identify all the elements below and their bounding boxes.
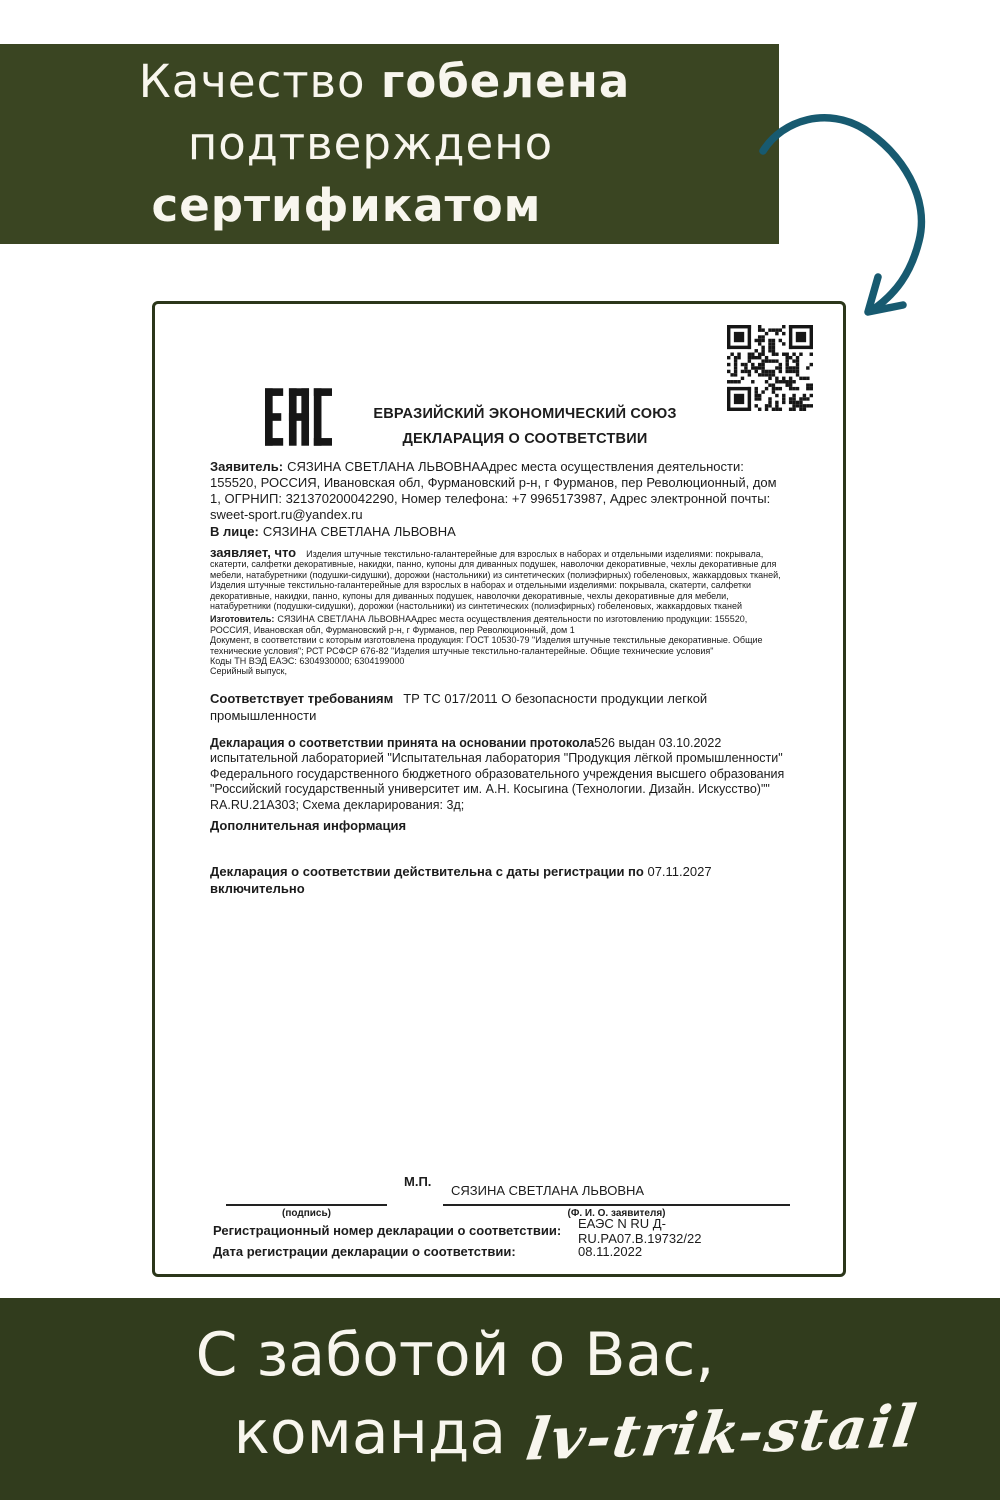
signer-name-line bbox=[443, 1204, 790, 1206]
certificate-header bbox=[155, 406, 843, 447]
fio-caption: (Ф. И. О. заявителя) bbox=[567, 1208, 666, 1219]
qr-code bbox=[727, 325, 813, 411]
protocol-paragraph bbox=[210, 736, 788, 814]
validity-date: 07.11.2027 bbox=[647, 864, 712, 880]
complies-text: ТР ТС 017/2011 О безопасности продукции легкой промышленности bbox=[210, 690, 708, 723]
brand-name: lv-trik-stail bbox=[522, 1392, 923, 1474]
registration-date-value: 08.11.2022 bbox=[578, 1244, 643, 1259]
in-person-text: СЯЗИНА СВЕТЛАНА ЛЬВОВНА bbox=[262, 524, 456, 539]
slogan-line-2: подтверждено bbox=[187, 117, 554, 170]
certificate-card bbox=[152, 301, 846, 1277]
signature-caption: (подпись) bbox=[282, 1208, 331, 1219]
applicant-text: СЯЗИНА СВЕТЛАНА ЛЬВОВНААдрес места осуществления деятельности: 155520, РОССИЯ, Ивановская обл, Фурмановский р-н, г Фурманов, пер Революционный, дом 1, ОГРНИП: 321370200042290, Номер телефона: +7 9965173987, Адрес электронной почты: sweet-sport.ru@yandex.ru bbox=[210, 459, 777, 522]
serial-paragraph: Серийный выпуск, bbox=[210, 666, 287, 677]
footer-line-2 bbox=[150, 1394, 1000, 1472]
union-title: ЕВРАЗИЙСКИЙ ЭКОНОМИЧЕСКИЙ СОЮЗ bbox=[373, 406, 677, 422]
registration-number-value: ЕАЭС N RU Д-RU.РА07.В.19732/22 bbox=[578, 1215, 702, 1246]
slogan-line-3: сертификатом bbox=[151, 179, 542, 232]
footer-line-1: С заботой о Вас, bbox=[195, 1320, 715, 1390]
additional-info-label: Дополнительная информация bbox=[210, 818, 407, 834]
validity-suffix: включительно bbox=[210, 881, 305, 897]
protocol-label: Декларация о соответствии принята на основании протокола bbox=[210, 735, 595, 750]
complies-label: Соответствует требованиям bbox=[210, 690, 394, 706]
signer-name: СЯЗИНА СВЕТЛАНА ЛЬВОВНА bbox=[451, 1183, 645, 1198]
footer-banner bbox=[0, 1298, 1000, 1500]
declares-text: Изделия штучные текстильно-галантерейные для взрослых в наборах и отдельными изделиями: покрывала, скатерти, салфетки декоративные, накидки, панно, купоны для диванных подушек, наволочки декоративные, чехлы декоративные для мебели, натабуретники (подушки-сидушки), дорожки (настольники) из синтетических (полиэфирных) гобеленовых, жаккардовых тканей, Изделия штучные текстильно-галантерейные для взрослых в наборах и отдельными изделиями: покрывала, скатерти, салфетки декоративные, накидки, панно, купоны для диванных подушек, наволочки декоративные, чехлы декоративные для мебели, натабуретники (подушки-сидушки), дорожки (настольники) из синтетических (полиэфирных) гобеленовых, жаккардовых тканей bbox=[210, 549, 781, 612]
in-person-label: В лице: bbox=[210, 524, 259, 539]
registration-number-label: Регистрационный номер декларации о соответствии: bbox=[213, 1223, 562, 1238]
applicant-paragraph bbox=[210, 459, 788, 523]
manufacturer-text: СЯЗИНА СВЕТЛАНА ЛЬВОВНААдрес места осуществления деятельности по изготовлению продукции: 155520, РОССИЯ, Ивановская обл, Фурмановский р-н, г Фурманов, пер Революционный, дом 1 bbox=[210, 614, 748, 635]
curved-arrow-icon bbox=[750, 103, 940, 328]
declares-paragraph bbox=[210, 545, 788, 612]
certificate-body bbox=[155, 459, 843, 897]
signature-line bbox=[226, 1204, 387, 1206]
manufacturer-paragraph bbox=[210, 614, 788, 635]
protocol-text: 526 выдан 03.10.2022 испытательной лабораторией "Испытательная лаборатория "Продукция лёгкой промышленности" Федерального государственного бюджетного образовательного учреждения высшего образования "Российский государственный университет им. А.Н. Косыгина (Технологии. Дизайн. Искусство)"" RA.RU.21A303; Схема декларирования: 3д; bbox=[210, 735, 785, 812]
top-slogan-banner bbox=[0, 44, 779, 244]
in-person-paragraph bbox=[210, 524, 788, 540]
slogan-line-1-regular: Качество bbox=[138, 55, 381, 108]
declares-label: заявляет, что bbox=[210, 545, 297, 560]
registration-date-label: Дата регистрации декларации о соответствии: bbox=[213, 1244, 516, 1259]
registration-rows bbox=[213, 1215, 785, 1262]
stamp-place-label: М.П. bbox=[404, 1174, 432, 1189]
applicant-label: Заявитель: bbox=[210, 459, 284, 474]
manufacturer-label: Изготовитель: bbox=[210, 614, 275, 625]
registration-number-row bbox=[213, 1215, 785, 1246]
slogan-line-1-bold: гобелена bbox=[380, 55, 631, 108]
document-paragraph: Документ, в соответствии с которым изготовлена продукция: ГОСТ 10530-79 "Изделия штучные текстильные декоративные. Общие технические условия"; РСТ РСФСР 676-82 "Изделия штучные текстильно-галантерейные. Общие технические условия" bbox=[210, 635, 763, 656]
declaration-title: ДЕКЛАРАЦИЯ О СООТВЕТСТВИИ bbox=[402, 431, 648, 447]
validity-label: Декларация о соответствии действительна с даты регистрации по bbox=[210, 864, 644, 880]
validity-paragraph bbox=[210, 863, 788, 897]
signature-block bbox=[213, 1154, 785, 1260]
slogan-line-1 bbox=[0, 51, 769, 113]
codes-paragraph: Коды ТН ВЭД ЕАЭС: 6304930000; 6304199000 bbox=[210, 656, 405, 667]
registration-date-row bbox=[213, 1241, 785, 1262]
complies-paragraph bbox=[210, 690, 788, 724]
footer-team-label: команда bbox=[233, 1398, 507, 1468]
